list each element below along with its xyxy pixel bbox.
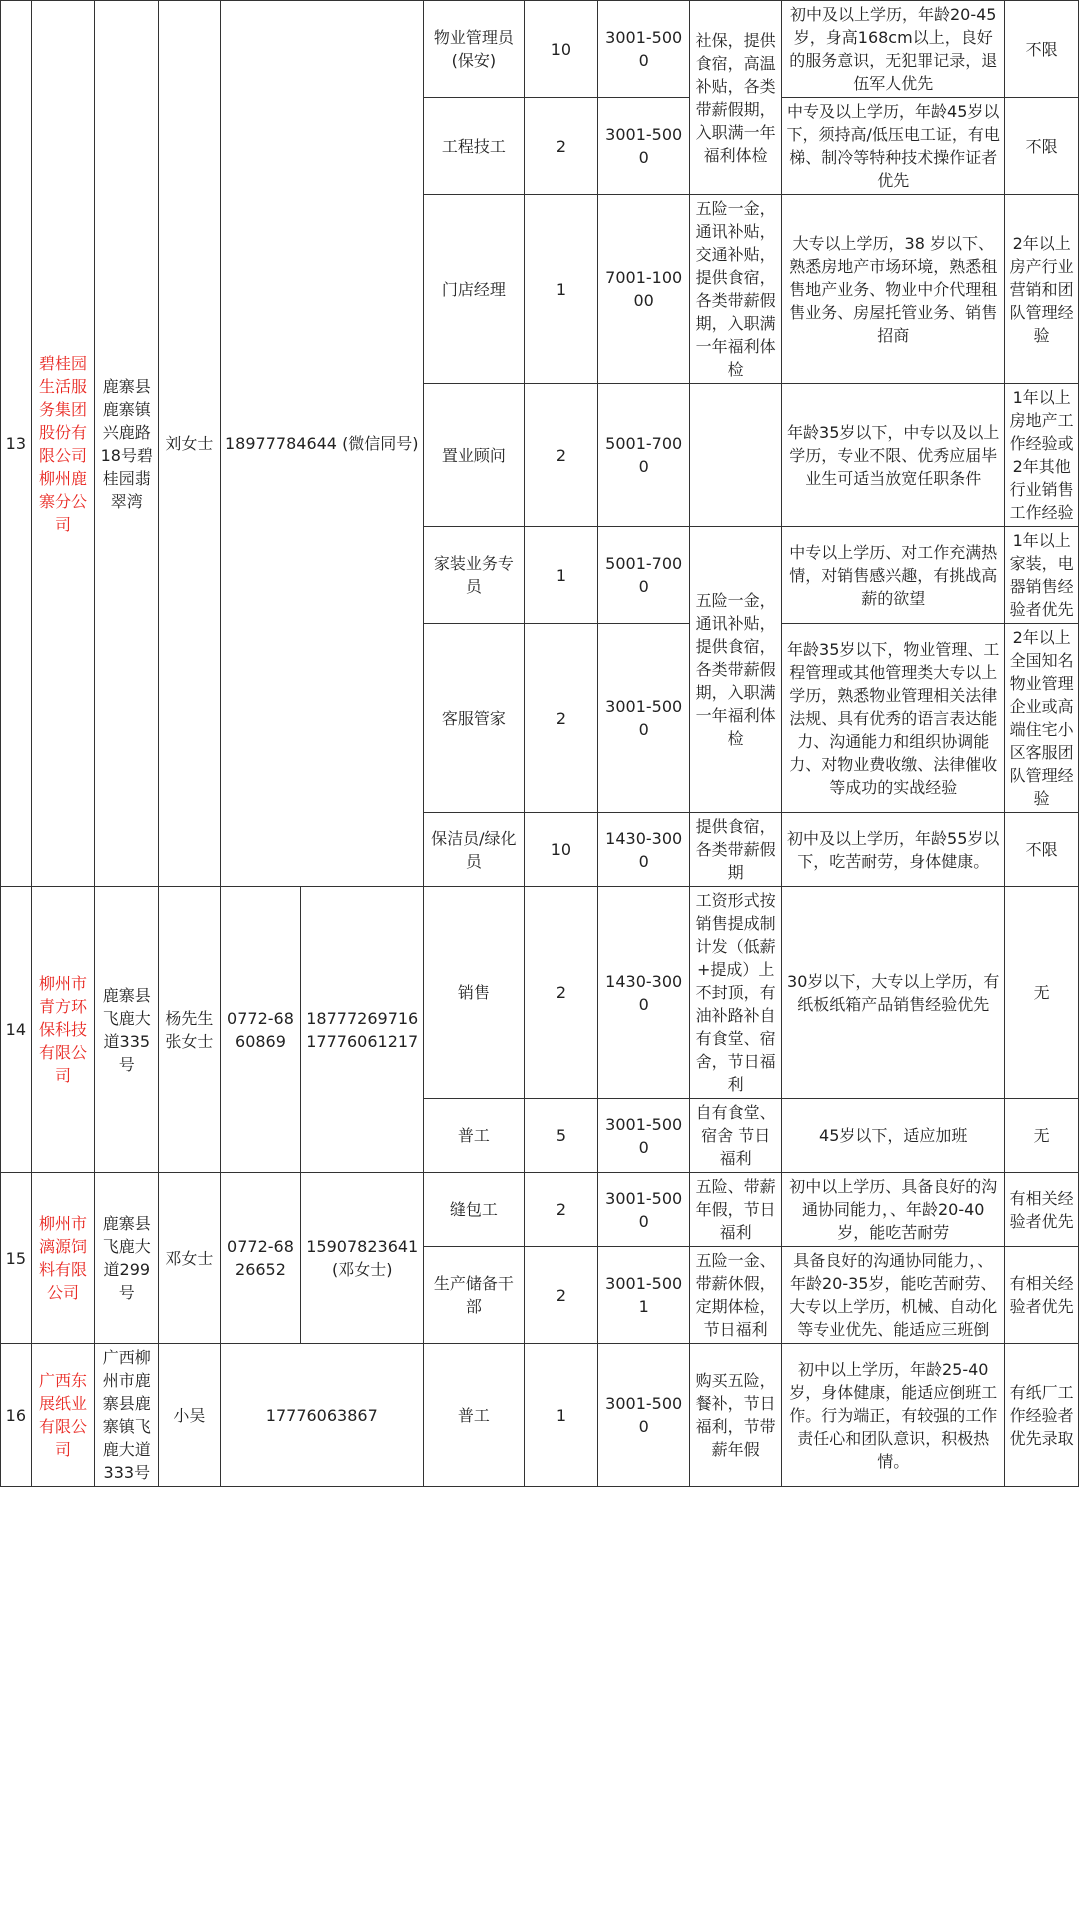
company-name: 碧桂园生活服务集团股份有限公司柳州鹿寨分公司	[31, 1, 95, 887]
job-requirements: 具备良好的沟通协同能力，、年龄20-35岁，能吃苦耐劳、大专以上学历，机械、自动化等专业优先、能适应三班倒	[782, 1247, 1005, 1344]
salary-range: 3001-5000	[598, 98, 690, 195]
job-requirements: 初中以上学历、具备良好的沟通协同能力，、年龄20-40岁，能吃苦耐劳	[782, 1173, 1005, 1247]
hire-count: 1	[524, 527, 598, 624]
landline-phone: 0772-6826652	[220, 1173, 301, 1344]
benefits: 社保，提供食宿，高温补贴，各类带薪假期，入职满一年福利体检	[690, 1, 782, 195]
company-address: 广西柳州市鹿寨县鹿寨镇飞鹿大道333号	[95, 1344, 159, 1487]
contact-person: 杨先生 张女士	[159, 887, 220, 1173]
benefits: 自有食堂、宿舍 节日福利	[690, 1099, 782, 1173]
salary-range: 3001-5000	[598, 1344, 690, 1487]
job-title: 门店经理	[424, 195, 525, 384]
job-requirements: 初中以上学历，年龄25-40岁，身体健康，能适应倒班工作。行为端正，有较强的工作责任心和团队意识，积极热情。	[782, 1344, 1005, 1487]
salary-range: 7001-10000	[598, 195, 690, 384]
job-title: 普工	[424, 1099, 525, 1173]
hire-count: 1	[524, 1344, 598, 1487]
experience-requirement: 无	[1005, 887, 1079, 1099]
mobile-phone: 17776063867	[220, 1344, 424, 1487]
job-title: 销售	[424, 887, 525, 1099]
salary-range: 1430-3000	[598, 813, 690, 887]
job-requirements: 年龄35岁以下，中专以及以上学历，专业不限、优秀应届毕业生可适当放宽任职条件	[782, 384, 1005, 527]
salary-range: 5001-7000	[598, 384, 690, 527]
benefits: 五险一金、带薪休假，定期体检，节日福利	[690, 1247, 782, 1344]
experience-requirement: 有相关经验者优先	[1005, 1173, 1079, 1247]
salary-range: 3001-5000	[598, 1099, 690, 1173]
contact-person: 邓女士	[159, 1173, 220, 1344]
job-title: 普工	[424, 1344, 525, 1487]
experience-requirement: 不限	[1005, 98, 1079, 195]
hire-count: 10	[524, 1, 598, 98]
table-row	[1, 1173, 1079, 1247]
experience-requirement: 有纸厂工作经验者优先录取	[1005, 1344, 1079, 1487]
job-requirements: 初中及以上学历，年龄55岁以下，吃苦耐劳，身体健康。	[782, 813, 1005, 887]
salary-range: 3001-5000	[598, 624, 690, 813]
job-requirements: 大专以上学历，38 岁以下、熟悉房地产市场环境，熟悉租售地产业务、物业中介代理租售业务、房屋托管业务、销售招商	[782, 195, 1005, 384]
benefits: 五险、带薪年假，节日福利	[690, 1173, 782, 1247]
mobile-phone: 15907823641 (邓女士)	[301, 1173, 424, 1344]
benefits	[690, 384, 782, 527]
job-title: 物业管理员(保安)	[424, 1, 525, 98]
job-title: 工程技工	[424, 98, 525, 195]
salary-range: 3001-5000	[598, 1173, 690, 1247]
contact-person: 小吴	[159, 1344, 220, 1487]
hire-count: 2	[524, 98, 598, 195]
experience-requirement: 不限	[1005, 813, 1079, 887]
job-title: 置业顾问	[424, 384, 525, 527]
experience-requirement: 1年以上房地产工作经验或2年其他行业销售工作经验	[1005, 384, 1079, 527]
benefits: 五险一金，通讯补贴，提供食宿，各类带薪假期，入职满一年福利体检	[690, 527, 782, 813]
experience-requirement: 有相关经验者优先	[1005, 1247, 1079, 1344]
job-requirements: 中专以上学历、对工作充满热情，对销售感兴趣，有挑战高薪的欲望	[782, 527, 1005, 624]
row-number: 14	[1, 887, 32, 1173]
benefits: 购买五险，餐补，节日福利，节带薪年假	[690, 1344, 782, 1487]
company-address: 鹿寨县飞鹿大道299号	[95, 1173, 159, 1344]
job-requirements: 初中及以上学历，年龄20-45岁，身高168cm以上，良好的服务意识，无犯罪记录，退伍军人优先	[782, 1, 1005, 98]
hire-count: 2	[524, 1247, 598, 1344]
experience-requirement: 2年以上全国知名物业管理企业或高端住宅小区客服团队管理经验	[1005, 624, 1079, 813]
hire-count: 2	[524, 384, 598, 527]
salary-range: 1430-3000	[598, 887, 690, 1099]
row-number: 15	[1, 1173, 32, 1344]
mobile-phone: 18777269716 17776061217	[301, 887, 424, 1173]
job-requirements: 中专及以上学历，年龄45岁以下，须持高/低压电工证，有电梯、制冷等特种技术操作证者优先	[782, 98, 1005, 195]
experience-requirement: 不限	[1005, 1, 1079, 98]
benefits: 五险一金，通讯补贴，交通补贴，提供食宿，各类带薪假期，入职满一年福利体检	[690, 195, 782, 384]
job-title: 缝包工	[424, 1173, 525, 1247]
hire-count: 5	[524, 1099, 598, 1173]
table-row	[1, 887, 1079, 1099]
benefits: 工资形式按销售提成制计发（低薪+提成）上不封顶，有油补路补自有食堂、宿舍，节日福利	[690, 887, 782, 1099]
company-address: 鹿寨县鹿寨镇兴鹿路18号碧桂园翡翠湾	[95, 1, 159, 887]
row-number: 16	[1, 1344, 32, 1487]
hire-count: 10	[524, 813, 598, 887]
company-address: 鹿寨县飞鹿大道335号	[95, 887, 159, 1173]
job-requirements: 30岁以下，大专以上学历，有纸板纸箱产品销售经验优先	[782, 887, 1005, 1099]
salary-range: 3001-5001	[598, 1247, 690, 1344]
company-name: 广西东展纸业有限公司	[31, 1344, 95, 1487]
job-title: 客服管家	[424, 624, 525, 813]
experience-requirement: 1年以上家装，电器销售经验者优先	[1005, 527, 1079, 624]
experience-requirement: 无	[1005, 1099, 1079, 1173]
benefits: 提供食宿，各类带薪假期	[690, 813, 782, 887]
hire-count: 2	[524, 624, 598, 813]
experience-requirement: 2年以上房产行业营销和团队管理经验	[1005, 195, 1079, 384]
row-number: 13	[1, 1, 32, 887]
hire-count: 2	[524, 1173, 598, 1247]
job-requirements: 45岁以下，适应加班	[782, 1099, 1005, 1173]
contact-person: 刘女士	[159, 1, 220, 887]
hire-count: 1	[524, 195, 598, 384]
hire-count: 2	[524, 887, 598, 1099]
job-requirements: 年龄35岁以下，物业管理、工程管理或其他管理类大专以上学历，熟悉物业管理相关法律法规、具有优秀的语言表达能力、沟通能力和组织协调能力、对物业费收缴、法律催收等成功的实战经验	[782, 624, 1005, 813]
table-row	[1, 1, 1079, 98]
job-title: 保洁员/绿化员	[424, 813, 525, 887]
company-name: 柳州市漓源饲料有限公司	[31, 1173, 95, 1344]
company-name: 柳州市青方环保科技有限公司	[31, 887, 95, 1173]
mobile-phone: 18977784644 (微信同号)	[220, 1, 424, 887]
salary-range: 3001-5000	[598, 1, 690, 98]
table-row	[1, 1344, 1079, 1487]
job-title: 家装业务专员	[424, 527, 525, 624]
landline-phone: 0772-6860869	[220, 887, 301, 1173]
job-title: 生产储备干部	[424, 1247, 525, 1344]
salary-range: 5001-7000	[598, 527, 690, 624]
